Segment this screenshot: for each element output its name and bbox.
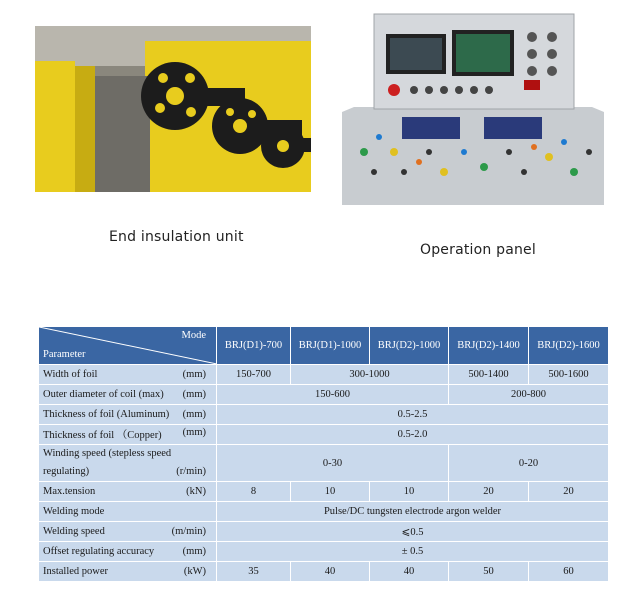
table-row-welding-mode [39,502,609,522]
row-unit: (mm) [182,389,206,400]
row-label-text: Welding mode [43,506,105,517]
table-cell: 50 [449,562,529,582]
row-unit: (mm) [182,409,206,420]
row-label-text: Installed power [43,566,109,577]
row-label [39,405,217,425]
table-cell: 40 [370,562,449,582]
row-unit: (r/min) [176,466,206,477]
table-cell: 0-30 [217,445,449,482]
table-row-thickness-copper [39,425,609,445]
table-cell: 0.5-2.0 [217,425,609,445]
table-cell: 10 [370,482,449,502]
row-unit: (kN) [186,486,206,497]
table-cell: 20 [529,482,609,502]
row-label [39,502,217,522]
header-corner-cell [39,327,217,365]
table-row-winding-speed [39,445,609,482]
model-header: BRJ(D1)-700 [217,327,291,365]
table-row-width-of-foil [39,365,609,385]
row-label [39,445,217,482]
end-insulation-unit-photo [35,26,311,192]
model-header: BRJ(D2)-1600 [529,327,609,365]
table-cell: 200-800 [449,385,609,405]
table-header-row [39,327,609,365]
table-row-max-tension [39,482,609,502]
table-cell: 150-700 [217,365,291,385]
row-label-text: Outer diameter of coil (max) [43,389,164,400]
table-cell: 500-1600 [529,365,609,385]
row-label-text: Width of foil [43,369,98,380]
row-unit: (kW) [183,566,206,577]
specification-table [38,326,609,582]
table-row-thickness-aluminum [39,405,609,425]
table-cell: 10 [291,482,370,502]
row-unit: (mm) [182,427,206,438]
table-cell: 500-1400 [449,365,529,385]
model-header: BRJ(D2)-1400 [449,327,529,365]
row-unit: (mm) [182,369,206,380]
row-label-text: Winding speed (stepless speed regulating) [43,448,172,477]
row-label [39,482,217,502]
table-row-installed-power [39,562,609,582]
table-cell: 0.5-2.5 [217,405,609,425]
row-label-text: Offset regulating accuracy [43,546,155,557]
table-row-welding-speed [39,522,609,542]
table-cell: 0-20 [449,445,609,482]
table-cell: 20 [449,482,529,502]
row-label [39,562,217,582]
operation-panel-photo [334,12,611,205]
table-cell: 150-600 [217,385,449,405]
row-label [39,365,217,385]
row-label-text: Thickness of foil (Aluminum) [43,409,170,420]
caption-operation-panel: Operation panel [420,242,536,258]
end-insulation-unit-illustration [35,26,311,192]
table-cell: ⩽0.5 [217,522,609,542]
corner-parameter-label: Parameter [43,349,86,360]
table-cell: 300-1000 [291,365,449,385]
row-label [39,522,217,542]
table-row-offset-accuracy [39,542,609,562]
row-unit: (mm) [182,546,206,557]
model-header: BRJ(D2)-1000 [370,327,449,365]
model-header: BRJ(D1)-1000 [291,327,370,365]
operation-panel-illustration [334,12,611,205]
corner-mode-label: Mode [181,330,206,341]
row-label-text: Welding speed [43,526,105,537]
table-row-outer-diameter [39,385,609,405]
table-cell: ± 0.5 [217,542,609,562]
table-cell: 40 [291,562,370,582]
row-label [39,385,217,405]
table-cell: 35 [217,562,291,582]
caption-end-insulation-unit: End insulation unit [109,229,244,245]
table-cell: 60 [529,562,609,582]
table-cell: 8 [217,482,291,502]
row-label [39,542,217,562]
row-unit: (m/min) [171,526,206,537]
table-cell: Pulse/DC tungsten electrode argon welder [217,502,609,522]
row-label [39,425,217,445]
row-label-text: Max.tension [43,486,96,497]
row-label-text: Thickness of foil （Copper) [43,430,162,441]
